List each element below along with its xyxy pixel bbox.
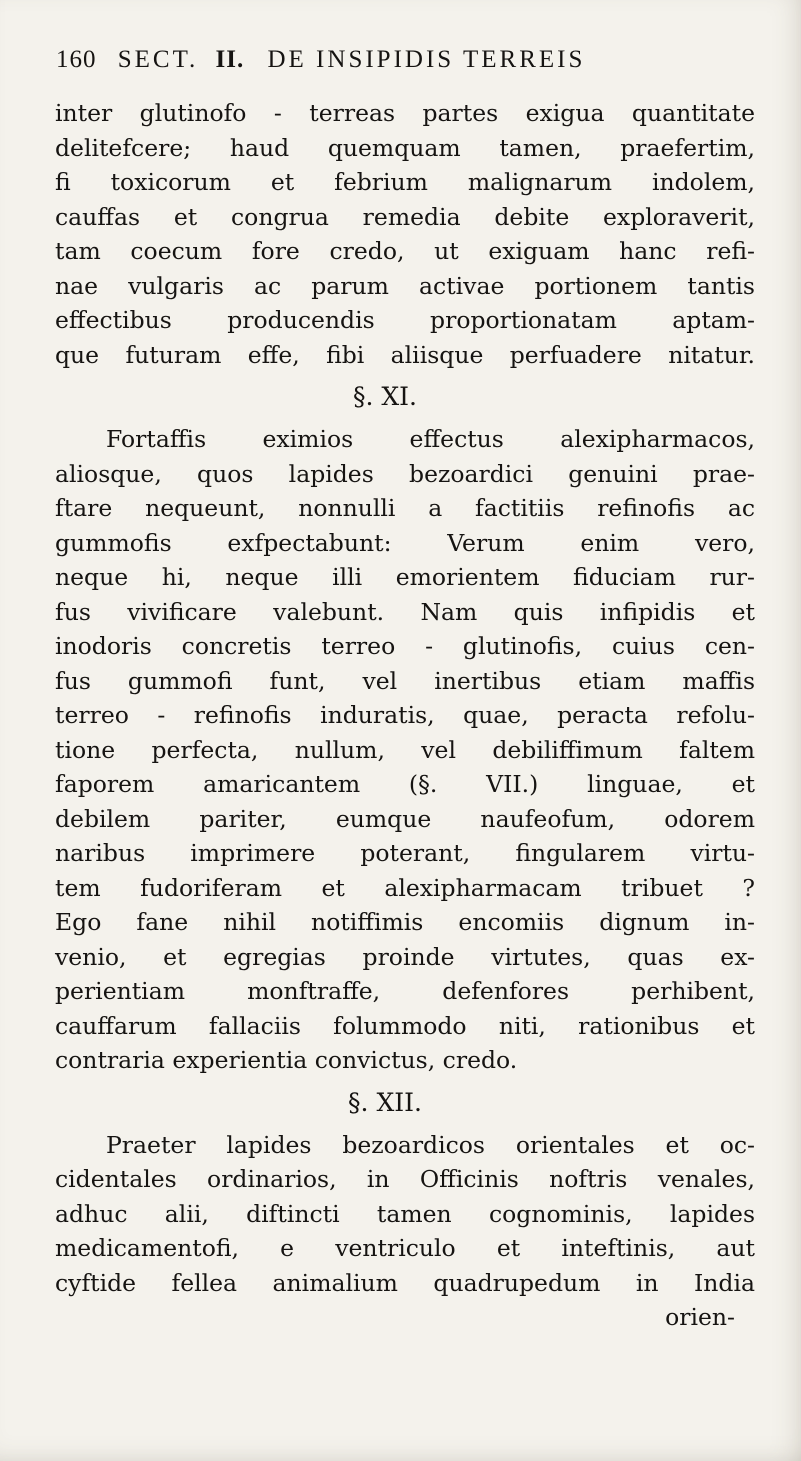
page-number: 160 bbox=[56, 46, 97, 73]
text-line: Fortaffis eximios effectus alexipharmacos, bbox=[106, 425, 755, 453]
text-line: venio, et egregias proinde virtutes, quas ex- bbox=[55, 942, 755, 971]
paragraph bbox=[55, 96, 755, 372]
text-line: perientiam monftraffe, defenfores perhibent, bbox=[55, 977, 755, 1005]
text-line: cyftide fellea animalium quadrupedum in India bbox=[55, 1268, 755, 1297]
text-line: fus vivificare valebunt. Nam quis infipidis et bbox=[55, 597, 755, 626]
text-line: tem fudoriferam et alexipharmacam tribuet ? bbox=[55, 873, 755, 902]
text-line: effectibus producendis proportionatam aptam- bbox=[55, 306, 755, 334]
text-line: contraria experientia convictus, credo. bbox=[55, 1046, 518, 1074]
text-line: cauffarum fallaciis folummodo niti, rationibus et bbox=[55, 1011, 755, 1040]
text-line: aliosque, quos lapides bezoardici genuini prae- bbox=[55, 459, 755, 488]
text-line: ftare nequeunt, nonnulli a factitiis refinofis ac bbox=[55, 494, 755, 522]
section-heading: §. XI. bbox=[352, 382, 417, 411]
text-line: faporem amaricantem (§. VII.) linguae, et bbox=[55, 770, 755, 798]
text-line: neque hi, neque illi emorientem fiduciam rur- bbox=[55, 563, 755, 591]
text-line: inter glutinofo - terreas partes exigua quantitate bbox=[55, 99, 755, 127]
section-heading: §. XII. bbox=[348, 1087, 422, 1117]
text-line: terreo - refinofis induratis, quae, peracta refolu- bbox=[55, 701, 755, 729]
text-line: fi toxicorum et febrium malignarum indolem, bbox=[55, 168, 755, 196]
text-line: Praeter lapides bezoardicos orientales et oc- bbox=[106, 1130, 755, 1159]
text-line: que futuram effe, fibi aliisque perfuadere nitatur. bbox=[55, 340, 755, 369]
text-line: Ego fane nihil notiffimis encomiis dignum in- bbox=[55, 908, 755, 936]
text-line: adhuc alii, diftincti tamen cognominis, lapides bbox=[55, 1199, 755, 1228]
section-label: SECT. bbox=[117, 46, 199, 73]
text-line: medicamentofi, e ventriculo et inteftinis, aut bbox=[55, 1234, 755, 1262]
text-line: nae vulgaris ac parum activae portionem tantis bbox=[55, 271, 755, 300]
text-line: tam coecum fore credo, ut exiguam hanc refi- bbox=[55, 237, 755, 265]
text-line: cauffas et congrua remedia debite exploraverit, bbox=[55, 202, 755, 231]
text-line: naribus imprimere poterant, fingularem virtu- bbox=[55, 839, 755, 867]
section-number: II. bbox=[215, 46, 245, 73]
text-line: tione perfecta, nullum, vel debiliffimum faltem bbox=[55, 735, 755, 764]
body-text bbox=[55, 96, 755, 1335]
catchword: orien- bbox=[665, 1303, 735, 1331]
running-header bbox=[56, 46, 585, 74]
text-line: fus gummofi funt, vel inertibus etiam maffis bbox=[55, 666, 755, 695]
running-title: DE INSIPIDIS TERREIS bbox=[267, 46, 586, 73]
text-line: cidentales ordinarios, in Officinis noftris venales, bbox=[55, 1165, 755, 1193]
text-line: delitefcere; haud quemquam tamen, praefertim, bbox=[55, 133, 755, 162]
text-line: gummofis exfpectabunt: Verum enim vero, bbox=[55, 528, 755, 557]
text-line: debilem pariter, eumque naufeofum, odorem bbox=[55, 804, 755, 833]
paragraph bbox=[55, 422, 755, 1078]
paragraph bbox=[55, 1128, 755, 1335]
text-line: inodoris concretis terreo - glutinofis, cuius cen- bbox=[55, 632, 755, 660]
